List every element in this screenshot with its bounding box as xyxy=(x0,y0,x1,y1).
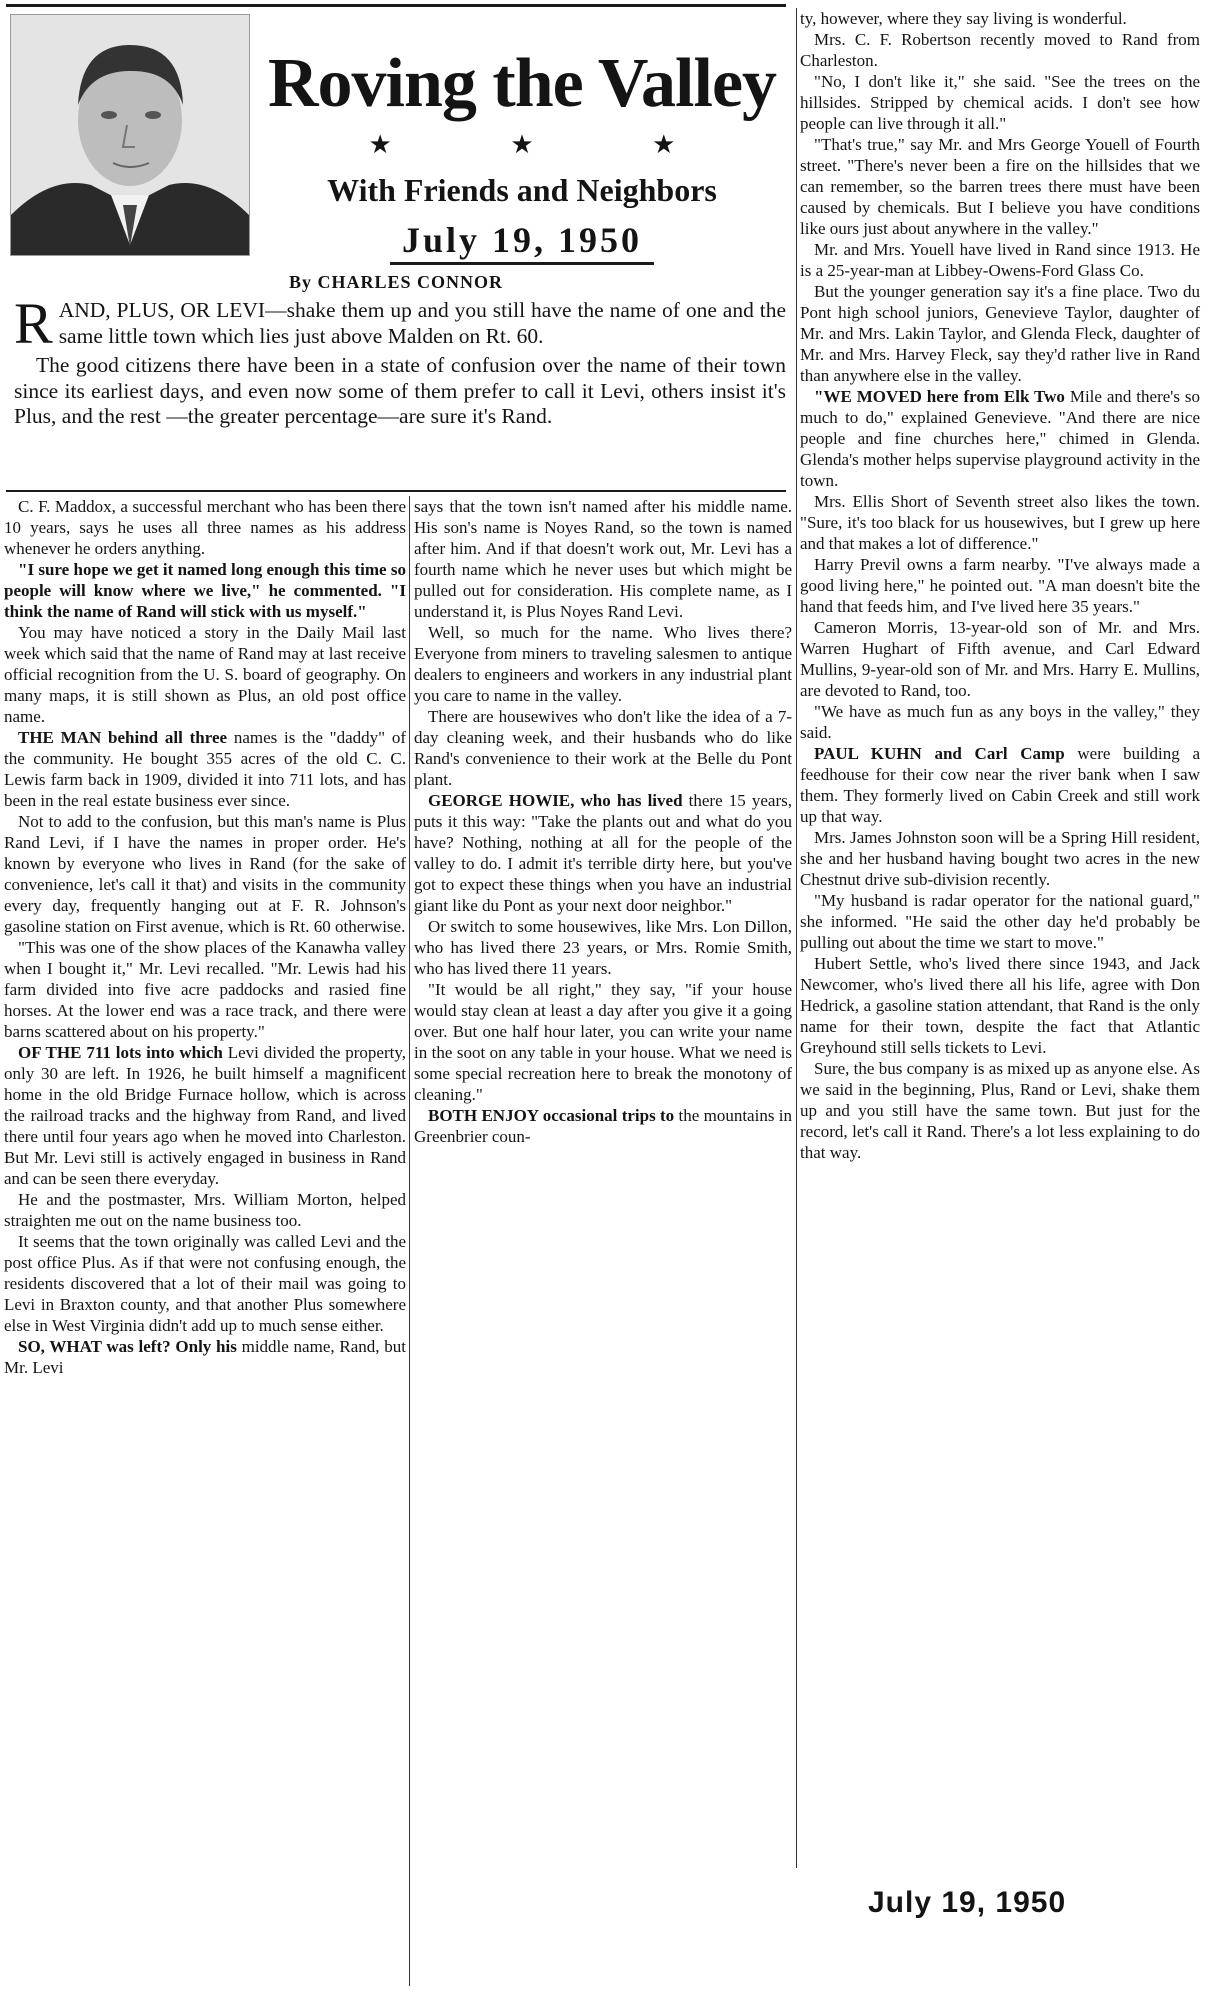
paragraph-text: There are housewives who don't like the idea of a 7-day cleaning week, and their husbands who do like Rand's convenience to their work at the Belle du Pont plant. xyxy=(414,707,792,789)
paragraph-text: Sure, the bus company is as mixed up as anyone else. As we said in the beginning, Plus, Rand or Levi, shake them up and you still have the same town. But just for the record, let's call it Rand. There's a lot less explaining to do that way. xyxy=(800,1059,1200,1162)
paragraph-text: says that the town isn't named after his middle name. His son's name is Noyes Rand, so the town is named after him. And if that doesn't work out, Mr. Levi has a fourth name which he never uses but which might be pulled out for consideration. His complete name, as I understand it, is Plus Noyes Rand Levi. xyxy=(414,497,792,621)
article-paragraph xyxy=(414,496,792,622)
byline: By CHARLES CONNOR xyxy=(288,272,504,292)
paragraph-text: It seems that the town originally was called Levi and the post office Plus. As if that were not confusing enough, the residents discovered that a lot of their mail was going to Levi in Braxton county, and that another Plus somewhere else in West Virginia didn't add up to much sense either. xyxy=(4,1232,406,1335)
star-ornament-icon: ★ ★ ★ xyxy=(368,130,732,159)
article-paragraph xyxy=(800,134,1200,239)
article-paragraph xyxy=(4,727,406,811)
paragraph-text: "No, I don't like it," she said. "See the trees on the hillsides. Stripped by chemical acids. I don't see how people can live through it all." xyxy=(800,72,1200,133)
article-paragraph xyxy=(800,281,1200,386)
article-paragraph xyxy=(800,491,1200,554)
paragraph-text: He and the postmaster, Mrs. William Morton, helped straighten me out on the name business too. xyxy=(4,1190,406,1230)
portrait-image xyxy=(11,15,249,255)
lead-paragraphs xyxy=(14,291,786,430)
article-paragraph xyxy=(4,811,406,937)
article-paragraph xyxy=(4,1231,406,1336)
masthead-title: Roving the Valley xyxy=(267,45,777,122)
paragraph-kicker: GEORGE HOWIE, who has lived xyxy=(428,791,689,810)
paragraph-text: "This was one of the show places of the Kanawha valley when I bought it," Mr. Levi recalled. "Mr. Lewis had his farm divided into five acre paddocks and rasied fine horses. At the lower end was a race track, and there were barns scattered about on his property." xyxy=(4,938,406,1041)
paragraph-text: Mrs. C. F. Robertson recently moved to Rand from Charleston. xyxy=(800,30,1200,70)
article-paragraph xyxy=(4,937,406,1042)
paragraph-text: "That's true," say Mr. and Mrs George Youell of Fourth street. "There's never been a fire on the hillsides that we can remember, so the barren trees there must have been caused by chemicals. But I believe you have conditions like ours just about anywhere in the valley." xyxy=(800,135,1200,238)
article-paragraph xyxy=(414,1105,792,1147)
paragraph-text: Not to add to the confusion, but this man's name is Plus Rand Levi, if I have the names in proper order. He's known by everyone who lives in Rand (for the sake of convenience, let's call it that) and visits in the community every day, frequently hanging out at F. R. Johnson's gasoline station on First avenue, which is Rt. 60 otherwise. xyxy=(4,812,406,936)
article-paragraph xyxy=(800,239,1200,281)
paragraph-text: You may have noticed a story in the Daily Mail last week which said that the name of Rand may at last receive official recognition from the U. S. board of geography. On many maps, it is still shown as Plus, an old post office name. xyxy=(4,623,406,726)
paragraph-text: ty, however, where they say living is wonderful. xyxy=(800,9,1127,28)
paragraph-kicker: PAUL KUHN and Carl Camp xyxy=(814,744,1078,763)
masthead-date: July 19, 1950 xyxy=(390,218,654,265)
column-rule-1 xyxy=(409,496,410,1986)
article-paragraph xyxy=(4,1042,406,1189)
paragraph-kicker: OF THE 711 lots into which xyxy=(18,1043,228,1062)
article-paragraph xyxy=(800,71,1200,134)
article-column-2 xyxy=(414,496,792,1147)
lead-text-1: AND, PLUS, OR LEVI—shake them up and you still have the name of one and the same little town which lies just above Malden on Rt. 60. xyxy=(58,298,786,348)
lead-paragraph-2: The good citizens there have been in a state of confusion over the name of their town since its earliest days, and even now some of them prefer to call it Levi, others insist it's Plus, and the rest —the greater percentage—are sure it's Rand. xyxy=(14,353,786,428)
article-paragraph xyxy=(414,916,792,979)
article-column-1 xyxy=(4,496,406,1378)
paragraph-text: there 15 years, puts it this way: "Take the plants out and what do you have? Nothing, nothing at all for the people of the valley to do. I admit it's terrible dirty here, but you've got to expect these things when you have an industrial giant like du Pont as your next door neighbor." xyxy=(414,791,792,915)
article-paragraph xyxy=(4,559,406,622)
paragraph-text: names is the "daddy" of the community. He bought 355 acres of the old C. C. Lewis farm back in 1909, divided it into 711 lots, and has been in the real estate business ever since. xyxy=(4,728,406,810)
masthead-subtitle: With Friends and Neighbors xyxy=(327,172,717,208)
column-rule-2 xyxy=(796,8,797,1868)
paragraph-text: "I sure hope we get it named long enough this time so people will know where we live," he commented. "I think the name of Rand will stick with us myself." xyxy=(4,560,406,621)
paragraph-text: "It would be all right," they say, "if your house would stay clean at least a day after you give it a going over. But one half hour later, you can write your name in the soot on any table in your house. What we need is some special recreation here to break the monotony of cleaning." xyxy=(414,980,792,1104)
paragraph-text: middle name, Rand, but Mr. Levi xyxy=(4,1337,406,1377)
paragraph-text: Well, so much for the name. Who lives there? Everyone from miners to traveling salesmen to antique dealers to engineers and workers in any industrial plant you care to name in the valley. xyxy=(414,623,792,705)
lead-rule xyxy=(6,490,786,492)
article-paragraph xyxy=(4,496,406,559)
paragraph-text: Or switch to some housewives, like Mrs. Lon Dillon, who has lived there 23 years, or Mrs. Romie Smith, who has lived there 11 years. xyxy=(414,917,792,978)
article-paragraph xyxy=(800,29,1200,71)
paragraph-kicker: "WE MOVED here from Elk Two xyxy=(814,387,1070,406)
paragraph-text: Harry Previl owns a farm nearby. "I've always made a good living here," he pointed out. "A man doesn't bite the hand that feeds him, and I've lived here 35 years." xyxy=(800,555,1200,616)
article-paragraph xyxy=(4,622,406,727)
article-paragraph xyxy=(414,790,792,916)
paragraph-text: Mrs. Ellis Short of Seventh street also likes the town. "Sure, it's too black for us housewives, but I grew up here and that makes a lot of difference." xyxy=(800,492,1200,553)
article-paragraph xyxy=(800,701,1200,743)
paragraph-text: "My husband is radar operator for the national guard," she informed. "He said the other day he'd probably be pulling out about the time we start to move." xyxy=(800,891,1200,952)
paragraph-kicker: BOTH ENJOY occasional trips to xyxy=(428,1106,679,1125)
paragraph-text: Cameron Morris, 13-year-old son of Mr. and Mrs. Warren Hughart of Fifth avenue, and Carl Edward Mullins, 9-year-old son of Mr. and Mrs. Harry E. Mullins, are devoted to Rand, too. xyxy=(800,618,1200,700)
paragraph-text: Mr. and Mrs. Youell have lived in Rand since 1913. He is a 25-year-man at Libbey-Owens-Ford Glass Co. xyxy=(800,240,1200,280)
paragraph-text: Mrs. James Johnston soon will be a Spring Hill resident, she and her husband having bought two acres in the new Chestnut drive sub-division recently. xyxy=(800,828,1200,889)
paragraph-text: But the younger generation say it's a fine place. Two du Pont high school juniors, Genevieve Taylor, daughter of Mr. and Mrs. Lakin Taylor, and Glenda Fleck, daughter of Mr. and Mrs. Harvey Fleck, say they'd rather live in Rand than anywhere else in the valley. xyxy=(800,282,1200,385)
article-paragraph xyxy=(4,1336,406,1378)
article-paragraph xyxy=(4,1189,406,1231)
article-paragraph xyxy=(414,706,792,790)
article-paragraph xyxy=(800,953,1200,1058)
article-paragraph xyxy=(800,554,1200,617)
article-paragraph xyxy=(414,622,792,706)
article-paragraph xyxy=(800,1058,1200,1163)
article-paragraph xyxy=(800,386,1200,491)
article-column-3 xyxy=(800,8,1200,1163)
paragraph-text: Mile and there's so much to do," explained Genevieve. "And there are nice people and fine churches here," chimed in Glenda. Glenda's mother helps supervise playground activity in the town. xyxy=(800,387,1200,490)
paragraph-text: the mountains in Greenbrier coun- xyxy=(414,1106,792,1146)
paragraph-kicker: SO, WHAT was left? Only his xyxy=(18,1337,242,1356)
lead-paragraph-1 xyxy=(14,291,786,356)
article-paragraph xyxy=(800,743,1200,827)
paragraph-text: Hubert Settle, who's lived there since 1943, and Jack Newcomer, who's lived there all his life, agree with Don Hedrick, a gasoline station attendant, that Rand is the only name for their town, despite the fact that Atlantic Greyhound still sells tickets to Levi. xyxy=(800,954,1200,1057)
masthead xyxy=(262,44,782,265)
article-paragraph xyxy=(800,617,1200,701)
paragraph-text: were building a feedhouse for their cow near the river bank when I saw them. They formerly lived on Cabin Creek and still work up that way. xyxy=(800,744,1200,826)
article-paragraph xyxy=(800,890,1200,953)
paragraph-kicker: THE MAN behind all three xyxy=(18,728,234,747)
footer-date: July 19, 1950 xyxy=(868,1886,1067,1919)
paragraph-text: Levi divided the property, only 30 are left. In 1926, he built himself a magnificent home in the old Bridge Furnace hollow, which is across the railroad tracks and the highway from Rand, and lived there until four years ago when he moved into Charleston. But Mr. Levi still is actively engaged in business in Rand and can be seen there everyday. xyxy=(4,1043,406,1188)
article-paragraph xyxy=(414,979,792,1105)
drop-cap: R xyxy=(14,291,53,356)
article-paragraph xyxy=(800,827,1200,890)
paragraph-text: C. F. Maddox, a successful merchant who has been there 10 years, says he uses all three names as his address whenever he orders anything. xyxy=(4,497,406,558)
header-rule xyxy=(6,4,786,7)
paragraph-text: "We have as much fun as any boys in the valley," they said. xyxy=(800,702,1200,742)
article-paragraph xyxy=(800,8,1200,29)
columnist-photo xyxy=(10,14,250,256)
